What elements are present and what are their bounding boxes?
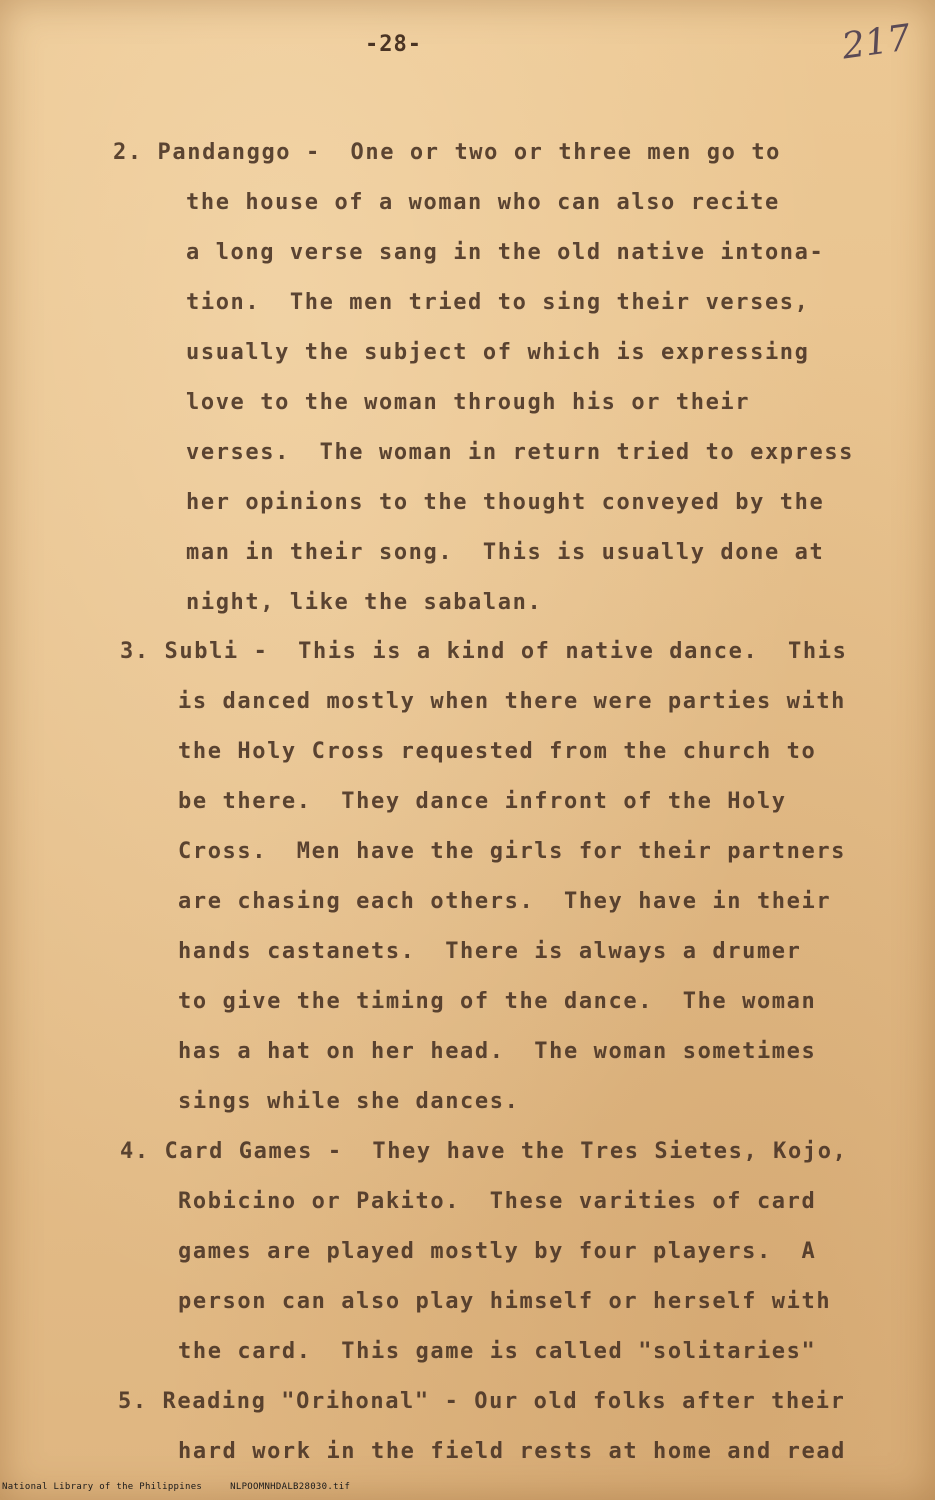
page-number: -28- [365,32,422,57]
scan-footer [2,1482,378,1492]
text-line: night, like the sabalan. [186,590,543,615]
text-line: tion. The men tried to sing their verses, [186,290,810,315]
text-line: to give the timing of the dance. The woman [178,989,817,1014]
text-line: hard work in the field rests at home and read [178,1439,847,1464]
handwritten-folio-number: 217 [839,17,914,68]
text-line: Cross. Men have the girls for their partners [178,839,847,864]
text-line: hands castanets. There is always a drumer [178,939,802,964]
text-line: the card. This game is called "solitaries" [178,1339,817,1364]
text-line: Robicino or Pakito. These varities of card [178,1189,817,1214]
text-line: love to the woman through his or their [186,390,751,415]
text-line: 2. Pandanggo - One or two or three men go to [113,140,782,165]
text-line: has a hat on her head. The woman sometimes [178,1039,817,1064]
text-line: man in their song. This is usually done at [186,540,825,565]
text-line: her opinions to the thought conveyed by the [186,490,825,515]
text-line: person can also play himself or herself with [178,1289,832,1314]
footer-file: NLPOOMNHDALB28030.tif [230,1482,351,1492]
text-line: the house of a woman who can also recite [186,190,780,215]
text-line: sings while she dances. [178,1089,520,1114]
text-line: games are played mostly by four players. A [178,1239,817,1264]
text-line: the Holy Cross requested from the church to [178,739,817,764]
text-line: verses. The woman in return tried to express [186,440,855,465]
text-line: are chasing each others. They have in their [178,889,832,914]
text-line: usually the subject of which is expressing [186,340,810,365]
text-line: 5. Reading "Orihonal" - Our old folks after their [118,1389,846,1414]
footer-library: National Library of the Philippines [2,1482,203,1492]
text-line: a long verse sang in the old native intona- [186,240,825,265]
text-line: 4. Card Games - They have the Tres Sietes, Kojo, [120,1139,848,1164]
text-line: 3. Subli - This is a kind of native dance. This [120,639,848,664]
text-line: be there. They dance infront of the Holy [178,789,787,814]
text-line: is danced mostly when there were parties with [178,689,847,714]
